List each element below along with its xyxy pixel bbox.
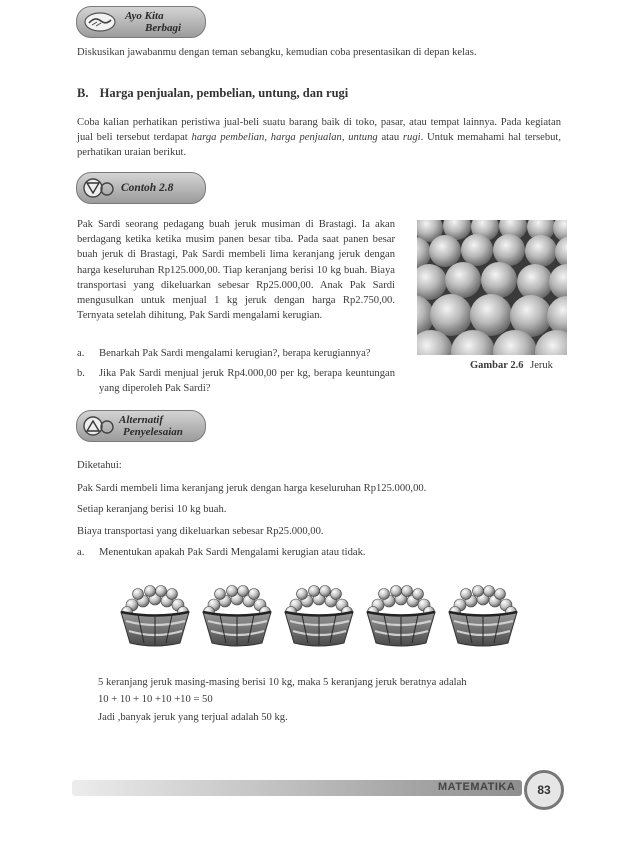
section-heading — [77, 86, 348, 101]
para-part: . Untuk memahami hal tersebut, perhatikan uraian berikut. — [77, 132, 562, 159]
calc-line-2: 10 + 10 + 10 +10 +10 = 50 — [98, 694, 213, 705]
badge-ayo-line2: Berbagi — [145, 22, 182, 34]
badge-ayo-line1: Ayo Kita — [125, 10, 164, 22]
question-b — [77, 366, 397, 396]
section-title: Harga penjualan, pembelian, untung, dan rugi — [99, 86, 349, 100]
oranges-photo — [417, 220, 567, 355]
handshake-icon — [83, 11, 117, 38]
step-a-label: a. — [77, 547, 85, 558]
question-a-text: Benarkah Pak Sardi mengalami kerugian?, berapa kerugiannya? — [99, 348, 371, 359]
alternatif-badge — [76, 410, 206, 442]
intro-text: Diskusikan jawabanmu dengan teman sebangku, kemudian coba presentasikan di depan kelas. — [77, 47, 477, 58]
badge-alt-line2: Penyelesaian — [123, 426, 183, 438]
known-item-2: Setiap keranjang berisi 10 kg buah. — [77, 504, 227, 515]
badge-alt-line1: Alternatif — [119, 414, 164, 426]
step-a — [77, 545, 366, 560]
question-a — [77, 346, 397, 361]
figure-caption — [470, 360, 553, 371]
footer-subject: MATEMATIKA — [438, 781, 516, 793]
section-letter: B. — [77, 86, 89, 100]
para-part: atau — [377, 132, 403, 144]
contoh-badge — [76, 172, 206, 204]
gear-triangle-icon — [81, 176, 117, 205]
step-a-text: Menentukan apakah Pak Sardi Mengalami kerugian atau tidak. — [99, 547, 366, 558]
section-paragraph — [77, 115, 561, 161]
badge-contoh-label: Contoh 2.8 — [121, 182, 174, 194]
calc-line-3: Jadi ,banyak jeruk yang terjual adalah 50 kg. — [98, 712, 288, 723]
ayo-kita-berbagi-badge — [76, 6, 206, 38]
basket-4 — [364, 585, 438, 647]
known-title: Diketahui: — [77, 460, 122, 471]
para-italic-terms: harga pembelian, harga penjualan, untung — [191, 132, 378, 144]
question-b-text: Jika Pak Sardi menjual jeruk Rp4.000,00 per kg, berapa keuntungan yang diperoleh Pak Sardi? — [99, 368, 395, 395]
known-item-3: Biaya transportasi yang dikeluarkan sebesar Rp25.000,00. — [77, 526, 324, 537]
para-part: Coba kalian perhatikan peristiwa jual-beli suatu barang baik di toko, pasar, atau tempat lainnya. Pada kegiatan jual beli tersebut terdapat — [77, 117, 561, 144]
calc-line-1: 5 keranjang jeruk masing-masing berisi 10 kg, maka 5 keranjang jeruk beratnya adalah — [98, 677, 467, 688]
basket-1 — [118, 585, 192, 647]
known-item-1: Pak Sardi membeli lima keranjang jeruk dengan harga keseluruhan Rp125.000,00. — [77, 483, 427, 494]
para-italic-rugi: rugi — [402, 132, 421, 144]
figure-caption-label: Gambar 2.6 — [470, 360, 524, 371]
example-text: Pak Sardi seorang pedagang buah jeruk musiman di Brastagi. Ia akan berdagang ketika ketika musim panen besar tiba. Pada saat panen besar buah jeruk di Brastagi, Pak Sardi membeli lima keranjang jeruk dengan harga keseluruhan Rp125.000,00. Tiap keranjang berisi 10 kg buah. Biaya transportasi yang dikeluarkan sebesar Rp25.000,00. Anak Pak Sardi mengusulkan untuk menjual 1 kg jeruk dengan harga Rp2.750,00. Ternyata setelah dihitung, Pak Sardi mengalami kerugian. — [77, 219, 395, 322]
gear-triangle-icon — [81, 414, 117, 443]
basket-2 — [200, 585, 274, 647]
page-number: 83 — [524, 770, 564, 810]
question-b-label: b. — [77, 368, 85, 379]
basket-5 — [446, 585, 520, 647]
question-a-label: a. — [77, 348, 85, 359]
basket-3 — [282, 585, 356, 647]
figure-caption-text: Jeruk — [530, 360, 553, 371]
